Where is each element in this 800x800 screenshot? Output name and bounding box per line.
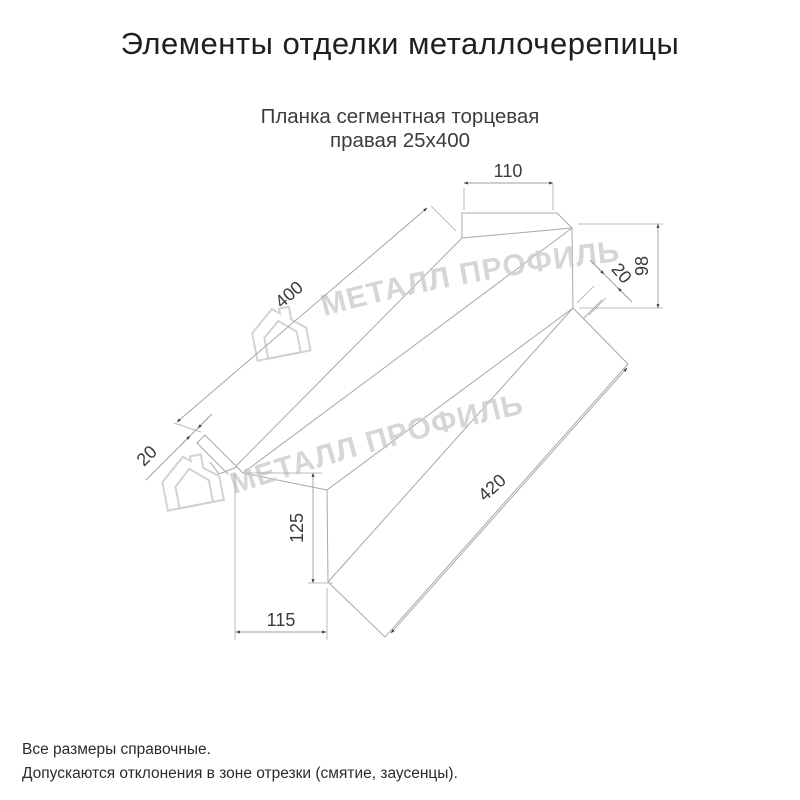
dim-top-width	[464, 161, 553, 210]
dim-400-label: 400	[271, 277, 307, 312]
footer-notes	[22, 738, 458, 786]
dim-upper-length	[174, 206, 456, 432]
footer-note-line2: Допускаются отклонения в зоне отрезки (смятие, заусенцы).	[22, 765, 458, 783]
watermark-text: МЕТАЛЛ ПРОФИЛЬ	[317, 235, 622, 323]
dim-115-label: 115	[266, 610, 296, 630]
product-name-line1: Планка сегментная торцевая	[260, 105, 540, 128]
house-logo	[248, 303, 310, 360]
dim-20-left-label: 20	[132, 441, 161, 470]
page-title: Элементы отделки металлочерепицы	[120, 26, 680, 61]
watermark-text: МЕТАЛЛ ПРОФИЛЬ	[226, 387, 527, 501]
watermark-top	[248, 235, 621, 361]
dim-98-label: 98	[632, 255, 652, 277]
dim-125-label: 125	[287, 512, 307, 544]
product-name-line2: правая 25x400	[329, 129, 471, 153]
watermark-bottom	[158, 388, 526, 511]
dim-110-label: 110	[493, 161, 523, 181]
footer-note-line1: Все размеры справочные.	[22, 741, 211, 758]
dim-420-label: 420	[474, 470, 510, 506]
dim-20-right-label: 20	[607, 259, 636, 288]
